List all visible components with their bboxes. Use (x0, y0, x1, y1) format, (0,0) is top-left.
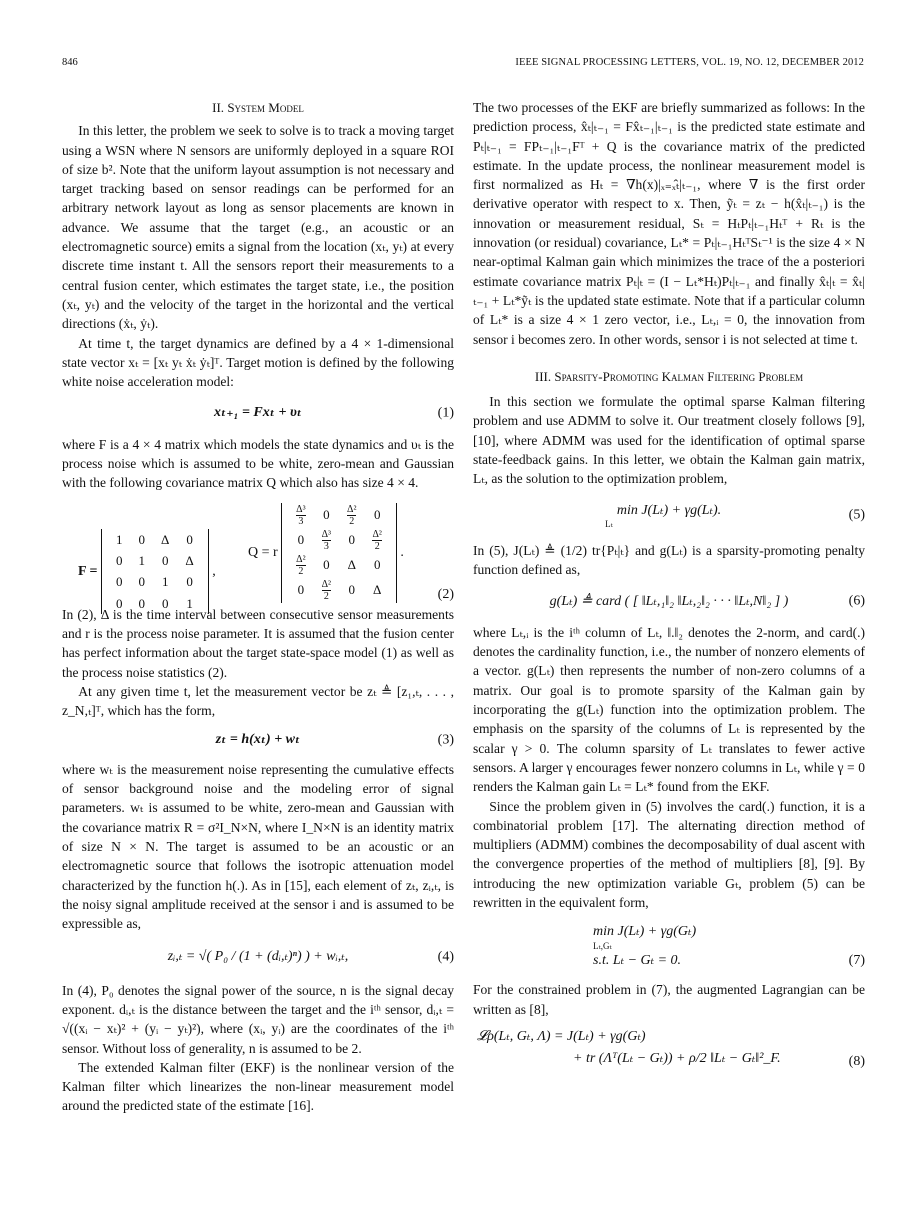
f-matrix-cell: 0 (161, 595, 169, 611)
section-title: System Model (227, 100, 304, 115)
q-matrix: $\frac{\text{Δ³}}{3}$ 0 $\frac{\text{Δ²}}{2}$ 0 0 $\frac{\text{Δ³}}{3}$ 0 $\frac{\text{Δ²}}{2}$ $\frac{\text{Δ²}}{2}$ 0 Δ 0 0 $\frac{\text{Δ²}}{2}$ 0 Δ (281, 503, 397, 603)
paragraph: In (4), P₀ denotes the signal power of the source, n is the signal decay exponent. dᵢ,ₜ is the distance between the target and the iᵗʰ sensor, dᵢ,ₜ = √((xᵢ − xₜ)² + (yᵢ − yₜ)²), where (xᵢ, yᵢ) are the coordinates of the iᵗʰ sensor. Without loss of generality, n is assumed to be 2. (62, 982, 454, 1056)
f-matrix-cell: Δ (161, 531, 170, 547)
equation-body: zₜ = h(xₜ) + wₜ (215, 732, 301, 748)
equation-line: 𝓛ρ(Lₜ, Gₜ, Λ) = J(Lₜ) + γg(Gₜ) (477, 1028, 646, 1044)
f-matrix-cell: 0 (116, 574, 123, 590)
journal-header: IEEE SIGNAL PROCESSING LETTERS, VOL. 19, NO. 12, DECEMBER 2012 (515, 57, 864, 68)
q-label: Q = r (248, 544, 278, 560)
equation-body: min J(Lₜ) + γg(Lₜ). (616, 502, 722, 518)
f-matrix-cell: 0 (138, 531, 146, 547)
paragraph: At time t, the target dynamics are defined by a 4 × 1-dimensional state vector xₜ = [xₜ yₜ ẋₜ ẏₜ]ᵀ. Target motion is defined by the following white noise acceleration model: (62, 335, 454, 390)
f-label: F = (78, 563, 98, 579)
equation-4 (62, 947, 454, 966)
equation-8 (473, 1027, 865, 1071)
section-number: III. (534, 368, 552, 384)
f-matrix-cell: 0 (116, 595, 123, 611)
f-matrix-cell: 0 (116, 552, 123, 568)
paragraph: In (5), J(Lₜ) ≜ (1/2) tr{Pₜ|ₜ} and g(Lₜ) is a sparsity-promoting penalty function defined as, (473, 542, 865, 578)
equation-subscript: Lₜ,Gₜ (593, 940, 612, 951)
equation-1 (62, 403, 454, 422)
f-matrix-cell: 0 (186, 531, 193, 547)
f-matrix-cell: 0 (138, 574, 146, 590)
f-matrix-cell: 0 (138, 595, 146, 611)
equation-3 (62, 730, 454, 749)
equation-number: (6) (848, 593, 865, 609)
paragraph: The extended Kalman filter (EKF) is the nonlinear version of the Kalman filter which linearizes the non-linear measurement model around the predicted state of the estimate [16]. (62, 1059, 454, 1114)
paragraph: In this letter, the problem we seek to solve is to track a moving target using a WSN where N sensors are uniformly deployed in a square ROI of size b². Note that the uniform layout assumption is not necessary and target tracking based on sensor readings can be performed for an arbitrary network layout as long as sensor placements are known in advance. We assume that the target (e.g., an acoustic or an electromagnetic source) emits a signal from the location (xₜ, yₜ) at every discrete time instant t. All the sensors report their measurements to a central fusion center, which estimates the target state, i.e., the position (xₜ, yₜ) and the velocity of the target in the horizontal and the vertical directions (ẋₜ, ẏₜ). (62, 123, 454, 332)
paragraph: Since the problem given in (5) involves the card(.) function, it is a combinatorial problem [17]. The alternating direction method of multipliers (ADMM) combines the decomposability of dual ascent with the convergence properties of the method of multipliers [8], [9]. By introducing the new optimization variable Gₜ, problem (5) can be rewritten in the equivalent form, (473, 798, 865, 910)
equation-5 (473, 501, 865, 529)
f-matrix-cell: 1 (161, 574, 169, 590)
paragraph: where Lₜ,ᵢ is the iᵗʰ column of Lₜ, ‖.‖₂ denotes the 2-norm, and card(.) denotes the cardinality function, i.e., the number of nonzero elements of a vector. g(Lₜ) then represents the number of non-zero columns of a matrix. Our goal is to promote sparsity of the Kalman gain by incorporating the g(Lₜ) function into the optimization problem. The emphasis on the sparsity of the columns of Lₜ is represented by the scalar γ > 0. The column sparsity of Lₜ translates to fewer active sensors. A larger γ encourages fewer nonzero columns in Lₜ, while γ = 0 renders the Kalman gain Lₜ = Lₜ* found from the EKF. (473, 624, 865, 795)
right-column (473, 98, 865, 1079)
equation-line: min J(Lₜ) + γg(Gₜ) (593, 924, 697, 940)
f-matrix-cell: Δ (185, 552, 194, 568)
f-matrix-cell: 1 (116, 531, 123, 547)
f-matrix (101, 529, 209, 614)
equation-number: (1) (437, 405, 454, 421)
equation-number: (5) (848, 507, 865, 523)
f-matrix-cell: 1 (138, 552, 146, 568)
equation-line: + tr (Λᵀ(Lₜ − Gₜ)) + ρ/2 ‖Lₜ − Gₜ‖²_F. (573, 1050, 781, 1066)
f-matrix-cell: 0 (186, 574, 193, 590)
equation-number: (4) (437, 949, 454, 965)
equation-line: s.t. Lₜ − Gₜ = 0. (593, 952, 682, 968)
equation-subscript: Lₜ (605, 518, 613, 529)
equation-number: (3) (437, 732, 454, 748)
paragraph: where F is a 4 × 4 matrix which models the state dynamics and υₜ is the process noise which is assumed to be white, zero-mean and Gaussian with the following covariance matrix Q which also has size 4 × 4. (62, 436, 454, 491)
f-matrix-cell: 0 (161, 552, 169, 568)
equation-number: (8) (848, 1053, 865, 1069)
section-title: Sparsity-Promoting Kalman Filtering Problem (554, 368, 804, 384)
left-column (62, 98, 454, 1116)
equation-2: F = 1 0 Δ 0 0 1 0 Δ 0 0 1 0 0 0 0 1 , Q = r $\frac{\text{Δ³}}{3}$ 0 $\frac{\text{Δ²}}{2}$ 0 0 $\frac{\text{Δ³}}{3}$ 0 $\frac{\text{Δ²}}{2}$ $\frac{\text{Δ²}}{2}$ 0 Δ 0 0 $\frac{\text{Δ²}}{2}$ 0 Δ . (2) (62, 503, 454, 595)
f-matrix-cell: 1 (186, 595, 193, 611)
equation-6 (473, 592, 865, 611)
paragraph: At any given time t, let the measurement vector be zₜ ≜ [z₁,ₜ, . . . , z_N,ₜ]ᵀ, which has the form, (62, 683, 454, 719)
page-number: 846 (62, 57, 78, 68)
paragraph: For the constrained problem in (7), the augmented Lagrangian can be written as [8], (473, 982, 865, 1017)
paragraph: In this section we formulate the optimal sparse Kalman filtering problem and use ADMM to solve it. Our treatment closely follows [9], [10], where ADMM was used for the identification of optimal sparse state-feedback gains. In this letter, we obtain the Kalman gain matrix, Lₜ, as the solution to the optimization problem, (473, 394, 865, 487)
equation-body: xₜ₊₁ = Fxₜ + υₜ (214, 405, 302, 421)
section-number: II. (212, 100, 225, 115)
equation-body: zᵢ,ₜ = √( P₀ / (1 + (dᵢ,ₜ)ⁿ) ) + wᵢ,ₜ, (167, 949, 349, 965)
equation-number: (2) (437, 587, 454, 603)
equation-body: g(Lₜ) ≜ card ( [ ‖Lₜ,₁‖₂ ‖Lₜ,₂‖₂ · · · ‖Lₜ,N‖₂ ] ) (549, 593, 789, 609)
paragraph: In (2), Δ is the time interval between consecutive sensor measurements and r is the process noise parameter. It is assumed that the fusion center has perfect information about the target state-space model (1) as well as the process noise statistics (2). (62, 606, 454, 680)
paragraph: where wₜ is the measurement noise representing the cumulative effects of sensor background noise and the modeling error of signal parameters. wₜ is assumed to be white, zero-mean and Gaussian with the covariance matrix R = σ²I_N×N, where I_N×N is an identity matrix of size N × N. The target is assumed to be an acoustic or an electromagnetic source that follows the isotropic attenuation model characterized by the function h(.). As in [15], each element of zₜ, zᵢ,ₜ, is the noisy signal amplitude received at the sensor i and is assumed to be expressible as, (62, 761, 454, 932)
paragraph: The two processes of the EKF are briefly summarized as follows: In the prediction process, x̂ₜ|ₜ₋₁ = Fx̂ₜ₋₁|ₜ₋₁ is the predicted state estimate and Pₜ|ₜ₋₁ = FPₜ₋₁|ₜ₋₁Fᵀ + Q is the covariance matrix of the predicted estimate. In the update process, the nonlinear measurement model is first normalized as Hₜ = ∇h(x)|ₓ₌ₓ̂ₜ|ₜ₋₁, where ∇ is the first order derivative operator with respect to x. Then, ỹₜ = zₜ − h(x̂ₜ|ₜ₋₁) is the innovation or measurement residual, Sₜ = HₜPₜ|ₜ₋₁Hₜᵀ + Rₜ is the innovation (or residual) covariance, Lₜ* = Pₜ|ₜ₋₁HₜᵀSₜ⁻¹ is the size 4 × N near-optimal Kalman gain which minimizes the trace of the a posteriori estimate covariance matrix Pₜ|ₜ = (I − Lₜ*Hₜ)Pₜ|ₜ₋₁ and finally x̂ₜ|ₜ = x̂ₜ|ₜ₋₁ + Lₜ*ỹₜ is the updated state estimate. Note that if a particular column of Lₜ* is a size 4 × 1 zero vector, i.e., Lₜ,ᵢ = 0, the innovation from sensor i becomes zero. In other words, sensor i is not selected at time t. (473, 100, 865, 347)
equation-7 (473, 922, 865, 970)
section-heading (62, 98, 454, 117)
equation-number: (7) (848, 952, 865, 968)
section-heading (473, 367, 865, 386)
